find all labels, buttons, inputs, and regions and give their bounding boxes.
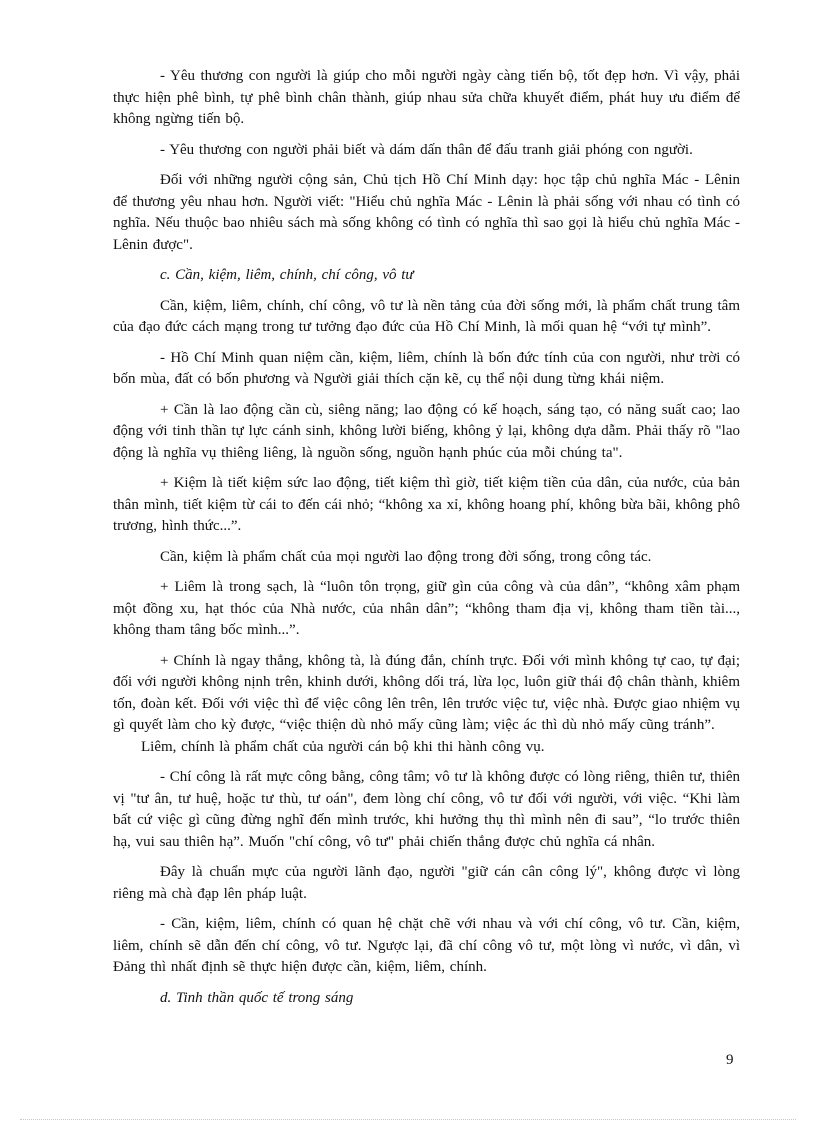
paragraph-love-progress: - Yêu thương con người là giúp cho mỗi người ngày càng tiến bộ, tốt đẹp hơn. Vì vậy, phải thực hiện phê bình, tự phê bình chân thành, giúp nhau sửa chữa khuyết điểm, phát huy ưu điểm để không ngừng tiến bộ. — [113, 68, 740, 127]
paragraph-liem: + Liêm là trong sạch, là “luôn tôn trọng, giữ gìn của công và của dân”, “không xâm phạm một đồng xu, hạt thóc của Nhà nước, của nhân dân”; “không tham địa vị, không tham tiền tài..., không tham tâng bốc mình...”. — [113, 579, 740, 638]
paragraph-communists-marxism: Đối với những người cộng sản, Chủ tịch Hồ Chí Minh dạy: học tập chủ nghĩa Mác - Lênin để thương yêu nhau hơn. Người viết: "Hiểu chủ nghĩa Mác - Lênin là phải sống với nhau có tình có nghĩa. Nếu thuộc bao nhiêu sách mà sống không có tình có nghĩa thì sao gọi là hiểu chủ nghĩa Mác - Lênin được". — [113, 172, 740, 253]
paragraph-can-kiem-summary: Cần, kiệm là phẩm chất của mọi người lao động trong đời sống, trong công tác. — [160, 548, 652, 565]
paragraph-love-liberation: - Yêu thương con người phải biết và dám dấn thân để đấu tranh giải phóng con người. — [160, 141, 693, 158]
paragraph-relationship: - Cần, kiệm, liêm, chính có quan hệ chặt chẽ với nhau và với chí công, vô tư. Cần, kiệm, liêm, chính sẽ dẫn đến chí công, vô tư. Ngược lại, đã chí công vô tư, một lòng vì nước, vì dân, vì Đảng thì nhất định sẽ thực hiện được cần, kiệm, liêm, chính. — [113, 916, 740, 975]
paragraph-four-virtues: - Hồ Chí Minh quan niệm cần, kiệm, liêm, chính là bốn đức tính của con người, như trời có bốn mùa, đất có bốn phương và Người giải thích cặn kẽ, cụ thể nội dung từng khái niệm. — [113, 349, 740, 387]
paragraph-chi-cong-vo-tu: - Chí công là rất mực công bằng, công tâm; vô tư là không được có lòng riêng, thiên tư, thiên vị "tư ân, tư huệ, hoặc tư thù, tư oán", đem lòng chí công, vô tư đối với người, với việc. “Khi làm bất cứ việc gì cũng đừng nghĩ đến mình trước, khi hưởng thụ thì mình nên đi sau”, “lo trước thiên hạ, vui sau thiên hạ”. Muốn "chí công, vô tư" phải chiến thắng được chủ nghĩa cá nhân. — [113, 769, 740, 850]
paragraph-chinh: + Chính là ngay thẳng, không tà, là đúng đắn, chính trực. Đối với mình không tự cao, tự đại; đối với người không nịnh trên, khinh dưới, không dối trá, lừa lọc, luôn giữ thái độ chân thành, khiêm tốn, đoàn kết. Đối với việc thì để việc công lên trên, lên trước việc tư, việc nhà. Được giao nhiệm vụ gì quyết làm cho kỳ được, “việc thiện dù nhỏ mấy cũng làm; việc ác thì dù nhỏ mấy cũng tránh”. — [113, 652, 740, 733]
section-heading-c: c. Cần, kiệm, liêm, chính, chí công, vô tư — [160, 267, 414, 283]
document-body — [113, 66, 740, 1018]
paragraph-kiem: + Kiệm là tiết kiệm sức lao động, tiết kiệm thì giờ, tiết kiệm tiền của dân, của nước, của bản thân mình, tiết kiệm từ cái to đến cái nhỏ; “không xa xỉ, không hoang phí, không bừa bãi, không phô trương, hình thức...”. — [113, 475, 740, 534]
paragraph-can: + Cần là lao động cần cù, siêng năng; lao động có kế hoạch, sáng tạo, có năng suất cao; lao động với tinh thần tự lực cánh sinh, không lười biếng, không ỷ lại, không dựa dẫm. Phải thấy rõ "lao động là nghĩa vụ thiêng liêng, là nguồn sống, nguồn hạnh phúc của mỗi chúng ta". — [113, 401, 740, 461]
paragraph-foundation: Cần, kiệm, liêm, chính, chí công, vô tư là nền tảng của đời sống mới, là phẩm chất trung tâm của đạo đức cách mạng trong tư tưởng đạo đức của Hồ Chí Minh, là mối quan hệ “với tự mình”. — [113, 297, 740, 335]
section-heading-d: d. Tinh thần quốc tế trong sáng — [160, 989, 354, 1006]
paragraph-liem-chinh-summary: Liêm, chính là phẩm chất của người cán bộ khi thi hành công vụ. — [141, 738, 545, 755]
paragraph-leader-standard: Đây là chuẩn mực của người lãnh đạo, người "giữ cán cân công lý", không được vì lòng riêng mà chà đạp lên pháp luật. — [113, 864, 740, 902]
page-bottom-divider — [20, 1119, 796, 1120]
page-number: 9 — [726, 1052, 734, 1068]
